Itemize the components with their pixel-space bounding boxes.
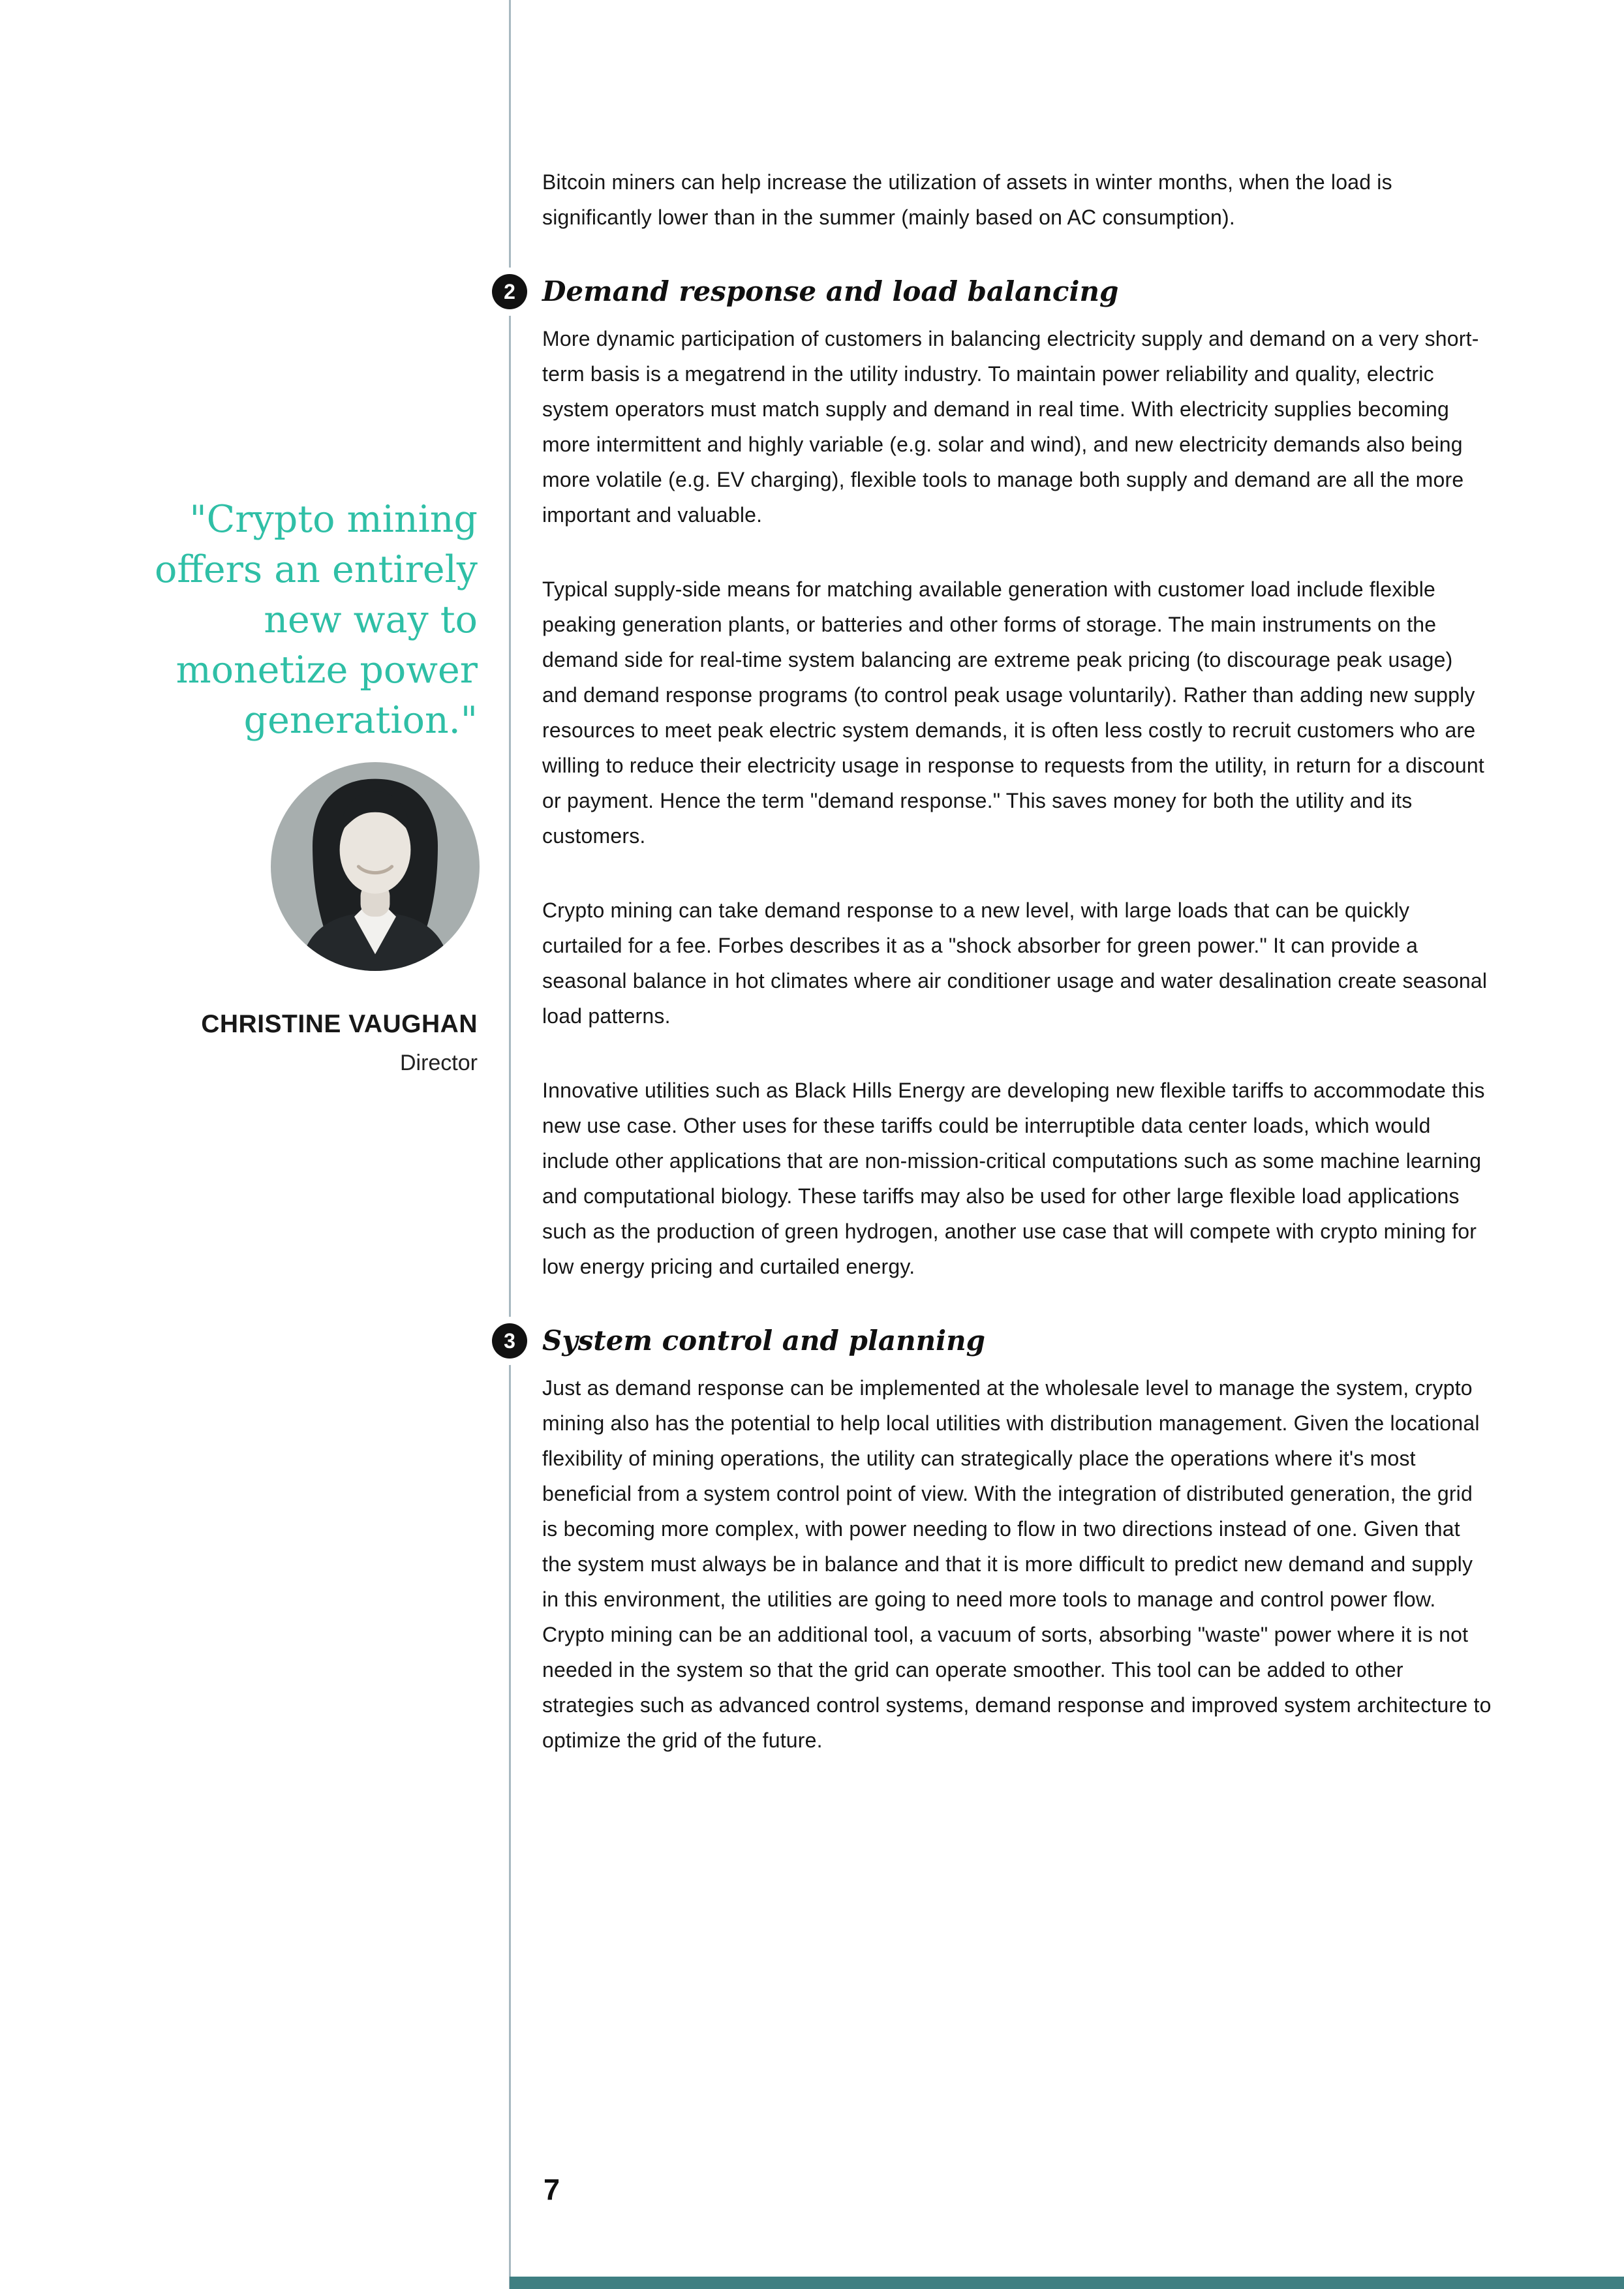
vertical-divider-rule (509, 0, 511, 2289)
pull-quote-line: new way to (264, 598, 478, 641)
section-number-badge: 2 (492, 274, 527, 309)
section-paragraph: Crypto mining can take demand response to a new level, with large loads that can be quickly curtailed for a fee. Forbes describes it as a "shock absorber for green power." It can provide a seasonal balance in hot climates where air conditioner usage and water desalination create seasonal load patterns. (542, 899, 1488, 1028)
author-block (91, 1010, 478, 1076)
section-paragraph: Innovative utilities such as Black Hills Energy are developing new flexible tariffs to accommodate this new use case. Other uses for these tariffs could be interruptible data center loads, which would include other applications that are non-mission-critical computations such as some machine learning and computational biology. These tariffs may also be used for other large flexible load applications such as the production of green hydrogen, another use case that will compete with crypto mining for low energy pricing and curtailed energy. (542, 1079, 1485, 1278)
author-title: Director (399, 1051, 478, 1075)
pull-quote-line: monetize power (176, 649, 478, 692)
section-heading-text: Demand response and load balancing (542, 275, 1119, 307)
section-heading-3 (504, 1323, 1494, 1359)
section-heading-2 (504, 274, 1494, 309)
body-text-column (504, 164, 1494, 1797)
author-name: CHRISTINE VAUGHAN (201, 1010, 478, 1038)
pull-quote (78, 495, 478, 746)
section-number-badge: 3 (492, 1323, 527, 1359)
section-heading-text: System control and planning (542, 1325, 986, 1357)
pull-quote-line: "Crypto mining (189, 498, 478, 541)
section-paragraph: Typical supply-side means for matching available generation with customer load include flexible peaking generation plants, or batteries and other forms of storage. The main instruments on the demand side for real-time system balancing are extreme peak pricing (to discourage peak usage) and demand response programs (to control peak usage voluntarily). Rather than adding new supply resources to meet peak electric system demands, it is often less costly to recruit customers who are willing to reduce their electricity usage in response to requests from the utility, in return for a discount or payment. Hence the term "demand response." This saves money for both the utility and its customers. (542, 577, 1484, 848)
pull-quote-line: generation." (243, 699, 478, 742)
pull-quote-line: offers an entirely (155, 548, 478, 591)
intro-paragraph: Bitcoin miners can help increase the utilization of assets in winter months, when the load is significantly lower than in the summer (mainly based on AC consumption). (542, 170, 1392, 229)
author-portrait-photo (271, 762, 480, 971)
section-paragraph: More dynamic participation of customers in balancing electricity supply and demand on a very short-term basis is a megatrend in the utility industry. To maintain power reliability and quality, electric system operators must match supply and demand in real time. With electricity supplies becoming more intermittent and highly variable (e.g. solar and wind), and new electricity demands also being more volatile (e.g. EV charging), flexible tools to manage both supply and demand are all the more important and valuable. (542, 327, 1479, 527)
section-paragraph: Just as demand response can be implemented at the wholesale level to manage the system, crypto mining also has the potential to help local utilities with distribution management. Given the locational flexibility of mining operations, the utility can strategically place the operations where it's most beneficial from a system control point of view. With the integration of distributed generation, the grid is becoming more complex, with power needing to flow in two directions instead of one. Given that the system must always be in balance and that it is more difficult to predict new demand and supply in this environment, the utilities are going to need more tools to manage and control power flow. Crypto mining can be an additional tool, a vacuum of sorts, absorbing "waste" power where it is not needed in the system so that the grid can operate smoother. This tool can be added to other strategies such as advanced control systems, demand response and improved system architecture to optimize the grid of the future. (542, 1376, 1492, 1752)
portrait-illustration (271, 762, 480, 971)
footer-accent-bar (510, 2277, 1624, 2289)
page-number: 7 (544, 2173, 560, 2206)
